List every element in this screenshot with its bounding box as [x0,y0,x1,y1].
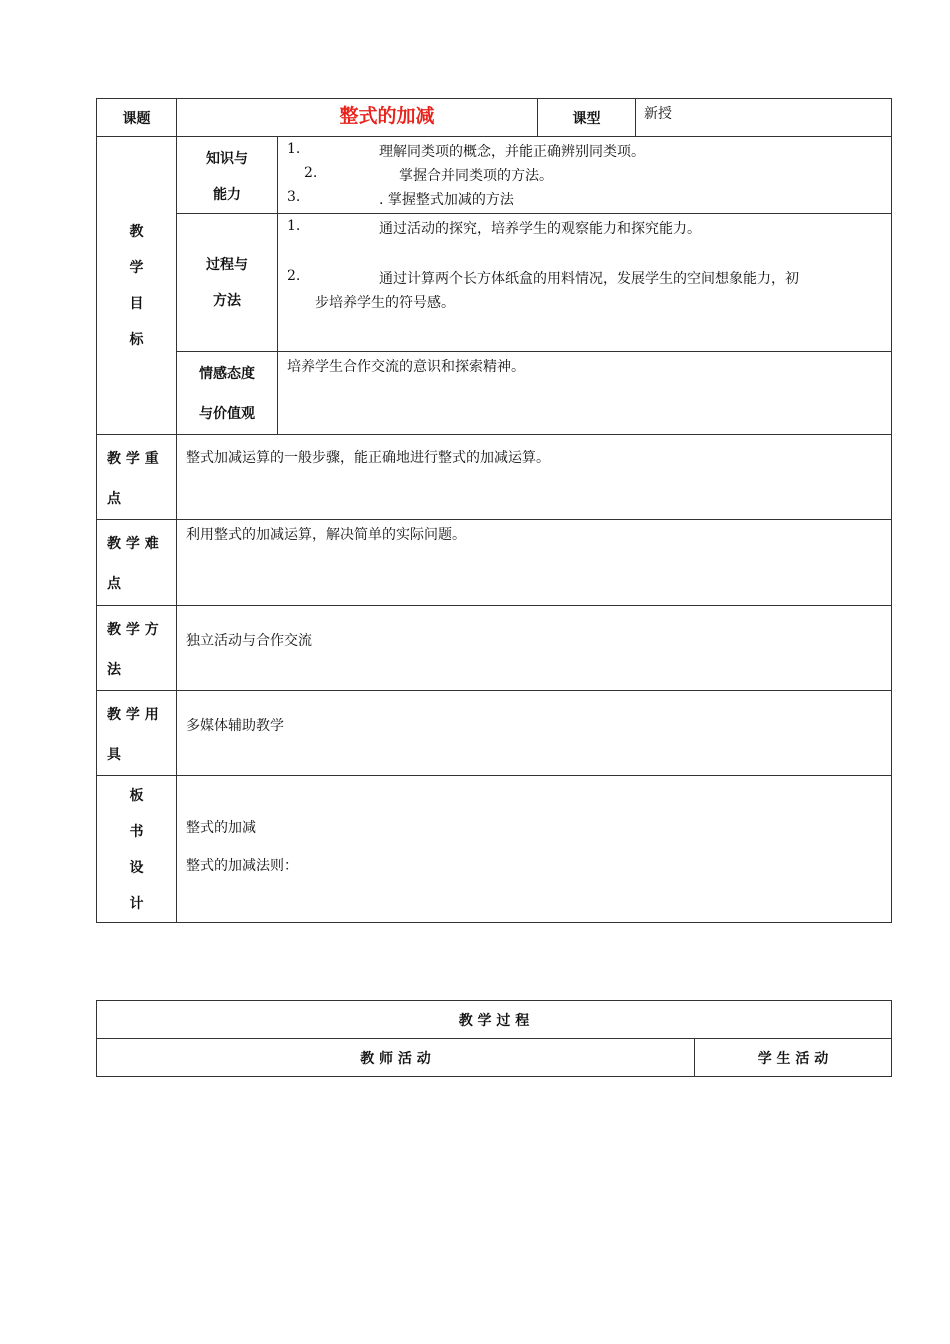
process-title-cell [97,1001,892,1039]
type-value: 新授 [644,106,673,122]
knowledge-content-cell [278,137,892,214]
tools-content-cell [177,691,892,776]
type-label-cell [538,99,636,137]
key-point-label: 点 [107,491,121,507]
method-label-cell [97,606,177,691]
process-label: 过程与 [206,256,248,273]
knowledge-item-1-text: 理解同类项的概念，并能正确辨别同类项。 [379,144,645,160]
type-value-cell [636,99,892,137]
topic-title: 整式的加减 [339,105,435,127]
knowledge-item-2-text: 掌握合并同类项的方法。 [399,168,553,184]
knowledge-item-3-text: . 掌握整式加减的方法 [379,192,514,208]
difficulty-text: 利用整式的加减运算，解决简单的实际问题。 [186,527,466,543]
method-text: 独立活动与合作交流 [186,633,312,649]
process-item-1-num: 1. [287,218,301,234]
student-activity-label: 学 生 活 动 [757,1050,829,1067]
process-label: 方法 [213,292,241,309]
emotion-label: 与价值观 [199,406,255,422]
emotion-label: 情感态度 [199,366,255,382]
board-label-char: 计 [129,896,144,912]
key-point-content-cell [177,435,892,520]
board-line-2: 整式的加减法则： [186,858,298,874]
board-content-cell [177,776,892,923]
teacher-activity-label: 教 师 活 动 [360,1050,431,1067]
topic-label: 课题 [122,110,151,127]
emotion-label-cell [177,352,278,435]
difficulty-label: 点 [107,576,121,592]
emotion-text: 培养学生合作交流的意识和探索精神。 [287,359,525,375]
teaching-process-table [96,1000,892,1077]
key-point-text: 整式加减运算的一般步骤，能正确地进行整式的加减运算。 [186,450,550,466]
knowledge-label: 知识与 [206,151,248,167]
board-label-cell [97,776,177,923]
topic-title-cell [177,99,538,137]
knowledge-item-1-num: 1. [287,141,301,157]
teacher-activity-header [97,1039,695,1077]
board-line-1: 整式的加减 [186,820,256,836]
process-title: 教 学 过 程 [458,1012,530,1029]
knowledge-item-3-num: 3. [287,189,301,205]
knowledge-label-cell [177,137,278,214]
process-item-2-cont: 步培养学生的符号感。 [315,295,455,311]
board-label-char: 书 [129,824,144,840]
process-label-cell [177,214,278,352]
difficulty-content-cell [177,520,892,606]
student-activity-header [695,1039,892,1077]
tools-label: 教 学 用 [107,707,159,723]
method-label: 教 学 方 [107,622,159,638]
goals-label-char: 学 [129,259,144,276]
process-item-2-num: 2. [287,268,301,284]
method-label: 法 [107,662,121,678]
tools-label: 具 [107,747,121,763]
process-item-2-text: 通过计算两个长方体纸盒的用料情况，发展学生的空间想象能力，初 [379,271,799,287]
tools-label-cell [97,691,177,776]
knowledge-label: 能力 [213,187,241,203]
topic-label-cell [97,99,177,137]
method-content-cell [177,606,892,691]
goals-label-char: 标 [129,331,144,348]
type-label: 课型 [572,110,601,127]
process-item-1-text: 通过活动的探究，培养学生的观察能力和探究能力。 [379,221,701,237]
lesson-plan-table [96,98,892,923]
difficulty-label-cell [97,520,177,606]
goals-label-cell [97,137,177,435]
knowledge-item-2-num: 2. [304,165,318,181]
key-point-label: 教 学 重 [107,451,159,467]
board-label-char: 板 [129,788,144,804]
board-label-char: 设 [129,860,144,876]
emotion-content-cell [278,352,892,435]
goals-label-char: 教 [129,223,144,240]
key-point-label-cell [97,435,177,520]
difficulty-label: 教 学 难 [107,536,159,552]
tools-text: 多媒体辅助教学 [186,718,284,734]
goals-label-char: 目 [129,295,144,312]
process-content-cell [278,214,892,352]
